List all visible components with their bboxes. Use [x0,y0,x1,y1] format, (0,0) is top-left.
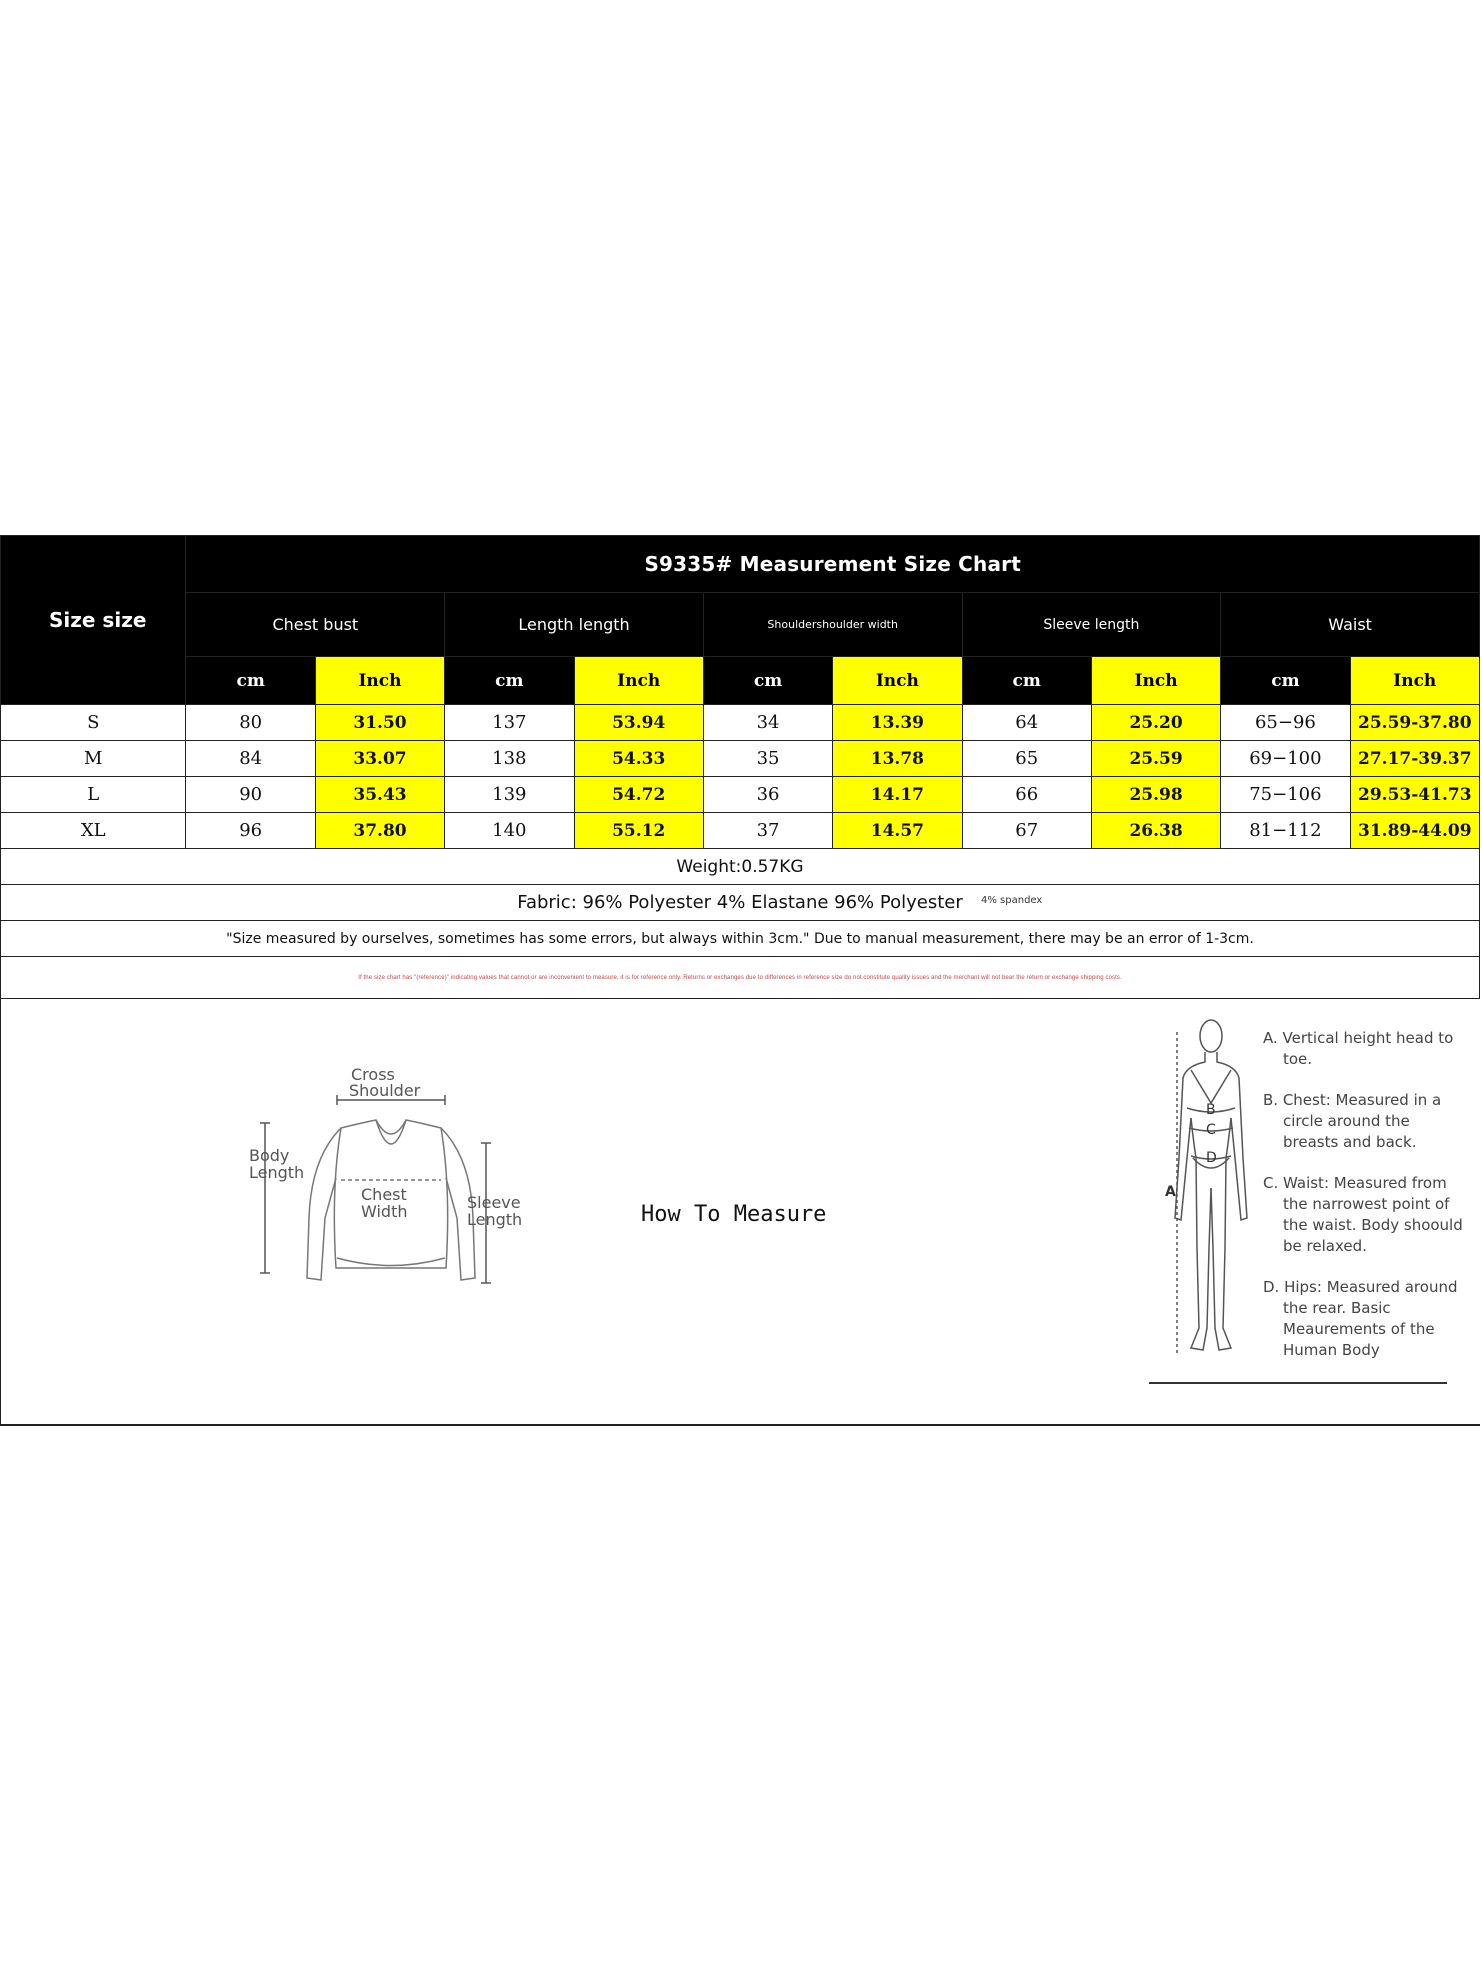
inch-value-cell: 14.57 [833,813,962,849]
cm-value-cell: 75−106 [1221,777,1350,813]
chest-width-label-2: Width [361,1202,408,1221]
cm-value-cell: 137 [445,705,574,741]
measurement-note: "Size measured by ourselves, sometimes has some errors, but always within 3cm." Due to manual measurement, there may be an error of 1-3cm. [1,921,1480,957]
garment-measure-diagram [241,1068,541,1328]
unit-header-cm: cm [186,657,315,705]
marker-d: D [1206,1150,1217,1166]
group-header-shoulder: Shouldershoulder width [703,593,962,657]
group-header-waist: Waist [1221,593,1480,657]
fabric-row [1,885,1480,921]
cm-value-cell: 37 [703,813,832,849]
inch-value-cell: 54.33 [574,741,703,777]
cm-value-cell: 34 [703,705,832,741]
unit-header-cm: cm [445,657,574,705]
inch-value-cell: 31.89-44.09 [1350,813,1479,849]
cm-value-cell: 96 [186,813,315,849]
note-a: A. Vertical height head to toe. [1263,1029,1454,1068]
chart-title: S9335# Measurement Size Chart [186,536,1480,593]
group-header-chest: Chest bust [186,593,445,657]
size-column-header: Size size [1,536,186,705]
size-cell: M [1,741,186,777]
size-cell: S [1,705,186,741]
table-row [1,705,1480,741]
unit-header-cm: cm [1221,657,1350,705]
inch-value-cell: 33.07 [315,741,444,777]
note-d: D. Hips: Measured around the rear. Basic Meaurements of the Human Body [1263,1278,1458,1359]
inch-value-cell: 29.53-41.73 [1350,777,1479,813]
inch-value-cell: 13.78 [833,741,962,777]
cm-value-cell: 69−100 [1221,741,1350,777]
inch-value-cell: 27.17-39.37 [1350,741,1479,777]
inch-value-cell: 25.98 [1091,777,1220,813]
inch-value-cell: 55.12 [574,813,703,849]
unit-header-inch: Inch [1350,657,1479,705]
cm-value-cell: 81−112 [1221,813,1350,849]
inch-value-cell: 25.59 [1091,741,1220,777]
inch-value-cell: 35.43 [315,777,444,813]
body-diagram-baseline [1149,1382,1447,1384]
unit-header-inch: Inch [315,657,444,705]
cm-value-cell: 67 [962,813,1091,849]
weight-text: Weight:0.57KG [1,849,1480,885]
how-to-measure-heading: How To Measure [641,1202,827,1227]
cm-value-cell: 139 [445,777,574,813]
fabric-extra-text: 4% spandex [981,895,1043,906]
cm-value-cell: 35 [703,741,832,777]
marker-c: C [1206,1122,1216,1138]
unit-header-cm: cm [703,657,832,705]
note-c: C. Waist: Measured from the narrowest point of the waist. Body shoould be relaxed. [1263,1174,1463,1255]
cm-value-cell: 84 [186,741,315,777]
inch-value-cell: 13.39 [833,705,962,741]
how-to-measure-panel [0,998,1480,1426]
size-cell: XL [1,813,186,849]
body-length-label-1: Body [249,1146,290,1165]
cm-value-cell: 36 [703,777,832,813]
cross-shoulder-label-1: Cross [351,1068,395,1084]
table-row [1,741,1480,777]
group-header-sleeve: Sleeve length [962,593,1221,657]
group-header-length: Length length [445,593,704,657]
unit-header-inch: Inch [1091,657,1220,705]
inch-value-cell: 14.17 [833,777,962,813]
cm-value-cell: 64 [962,705,1091,741]
sleeve-length-label-2: Length [467,1210,523,1229]
unit-header-inch: Inch [833,657,962,705]
cm-value-cell: 138 [445,741,574,777]
marker-b: B [1206,1102,1216,1118]
inch-value-cell: 26.38 [1091,813,1220,849]
cm-value-cell: 65−96 [1221,705,1350,741]
inch-value-cell: 37.80 [315,813,444,849]
marker-a: A [1165,1184,1176,1200]
unit-header-cm: cm [962,657,1091,705]
body-measure-diagram [1141,1008,1271,1398]
inch-value-cell: 25.20 [1091,705,1220,741]
size-cell: L [1,777,186,813]
cm-value-cell: 90 [186,777,315,813]
note-b: B. Chest: Measured in a circle around the breasts and back. [1263,1091,1442,1151]
fabric-text: Fabric: 96% Polyester 4% Elastane 96% Polyester [517,892,963,913]
cm-value-cell: 65 [962,741,1091,777]
body-measure-notes [1263,1028,1463,1381]
table-row [1,813,1480,849]
chest-width-label-1: Chest [361,1185,407,1204]
inch-value-cell: 53.94 [574,705,703,741]
inch-value-cell: 25.59-37.80 [1350,705,1479,741]
cm-value-cell: 66 [962,777,1091,813]
cross-shoulder-label-2: Shoulder [349,1081,421,1100]
size-chart-table [0,535,1480,999]
table-row [1,777,1480,813]
sleeve-length-label-1: Sleeve [467,1193,521,1212]
unit-header-inch: Inch [574,657,703,705]
inch-value-cell: 54.72 [574,777,703,813]
inch-value-cell: 31.50 [315,705,444,741]
cm-value-cell: 140 [445,813,574,849]
disclaimer-text: If the size chart has "(reference)" indicating values that cannot or are inconvenient to measure, it is for reference only. Returns or exchanges due to differences in reference size do not constitute quality issues and the merchant will not bear the return or exchange shipping costs. [1,957,1480,999]
body-length-label-2: Length [249,1163,305,1182]
cm-value-cell: 80 [186,705,315,741]
